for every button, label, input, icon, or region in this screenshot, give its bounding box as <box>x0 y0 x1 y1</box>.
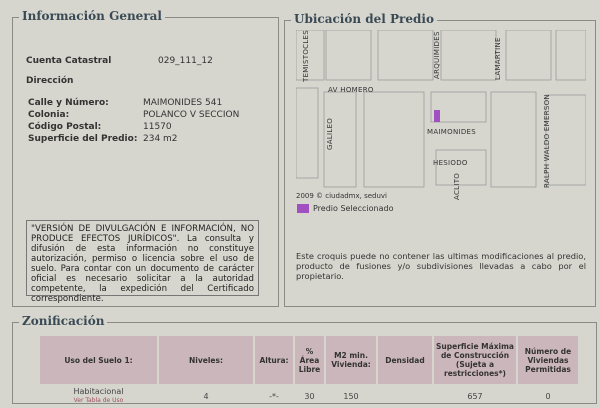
zoning-title: Zonificación <box>19 314 107 328</box>
altura-value: -*- <box>269 391 279 401</box>
map-copyright: 2009 © ciudadmx, seduvi <box>296 192 388 200</box>
location-title: Ubicación del Predio <box>291 12 437 26</box>
table-row <box>40 386 578 406</box>
field-label: Código Postal: <box>28 122 102 132</box>
street-label: LAMARTINE <box>494 37 502 80</box>
field-value: 234 m2 <box>143 134 178 144</box>
general-info-title: Información General <box>19 9 165 23</box>
col-header: Densidad <box>378 336 432 384</box>
col-header: Superficie Máxima de Construcción (Sujeta a restricciones*) <box>434 336 516 384</box>
field-label: Calle y Número: <box>28 98 109 108</box>
street-label: ACLITO <box>453 172 461 200</box>
densidad-value <box>378 386 432 406</box>
cuenta-value: 029_111_12 <box>158 56 213 66</box>
col-header: Altura: <box>255 336 293 384</box>
field-label: Colonia: <box>28 110 70 120</box>
cuenta-label: Cuenta Catastral <box>26 56 112 66</box>
niveles-value: 4 <box>203 391 209 401</box>
superficie-value: 657 <box>467 391 483 401</box>
col-header: M2 min. Vivienda: <box>326 336 376 384</box>
col-header: % Área Libre <box>295 336 324 384</box>
uso-value: Habitacional <box>73 387 124 396</box>
legend-label: Predio Seleccionado <box>313 204 394 213</box>
street-label: ARQUIMIDES <box>433 31 441 79</box>
field-value: 11570 <box>143 122 172 132</box>
map-note: Este croquis puede no contener las ultimas modificaciones al predio, producto de fusiones y/o subdivisiones llevadas a cabo por el propietario. <box>296 251 586 281</box>
street-label: TEMISTOCLES <box>302 30 310 82</box>
direccion-label: Dirección <box>26 76 74 86</box>
col-header: Número de Viviendas Permitidas <box>518 336 578 384</box>
street-label: AV HOMERO <box>328 86 374 94</box>
field-value: MAIMONIDES 541 <box>143 98 223 108</box>
col-header: Niveles: <box>159 336 253 384</box>
field-label: Superficie del Predio: <box>28 134 138 144</box>
ver-tabla-link[interactable]: Ver Tabla de Uso <box>73 397 124 404</box>
street-label: RALPH WALDO EMERSON <box>543 94 551 188</box>
legal-notice: "VERSIÓN DE DIVULGACIÓN E INFORMACIÓN, NO PRODUCE EFECTOS JURÍDICOS". La consulta y difusión de esta información no constituye autorización, permiso o licencia sobre el uso de suelo. Para contar con un documento de carácter oficial es necesario solicitar a la autoridad competente, la expedición del Certificado correspondiente. <box>26 220 259 296</box>
field-value: POLANCO V SECCION <box>143 110 240 120</box>
legend-swatch <box>297 204 309 213</box>
m2-min-value: 150 <box>343 391 359 401</box>
street-label: HESIODO <box>433 159 468 167</box>
zoning-table <box>38 334 580 408</box>
viviendas-value: 0 <box>545 391 551 401</box>
area-libre-value: 30 <box>304 391 315 401</box>
street-label: MAIMONIDES <box>427 128 476 136</box>
selected-parcel <box>434 110 440 122</box>
col-header: Uso del Suelo 1: <box>40 336 157 384</box>
street-label: GALILEO <box>326 117 334 150</box>
